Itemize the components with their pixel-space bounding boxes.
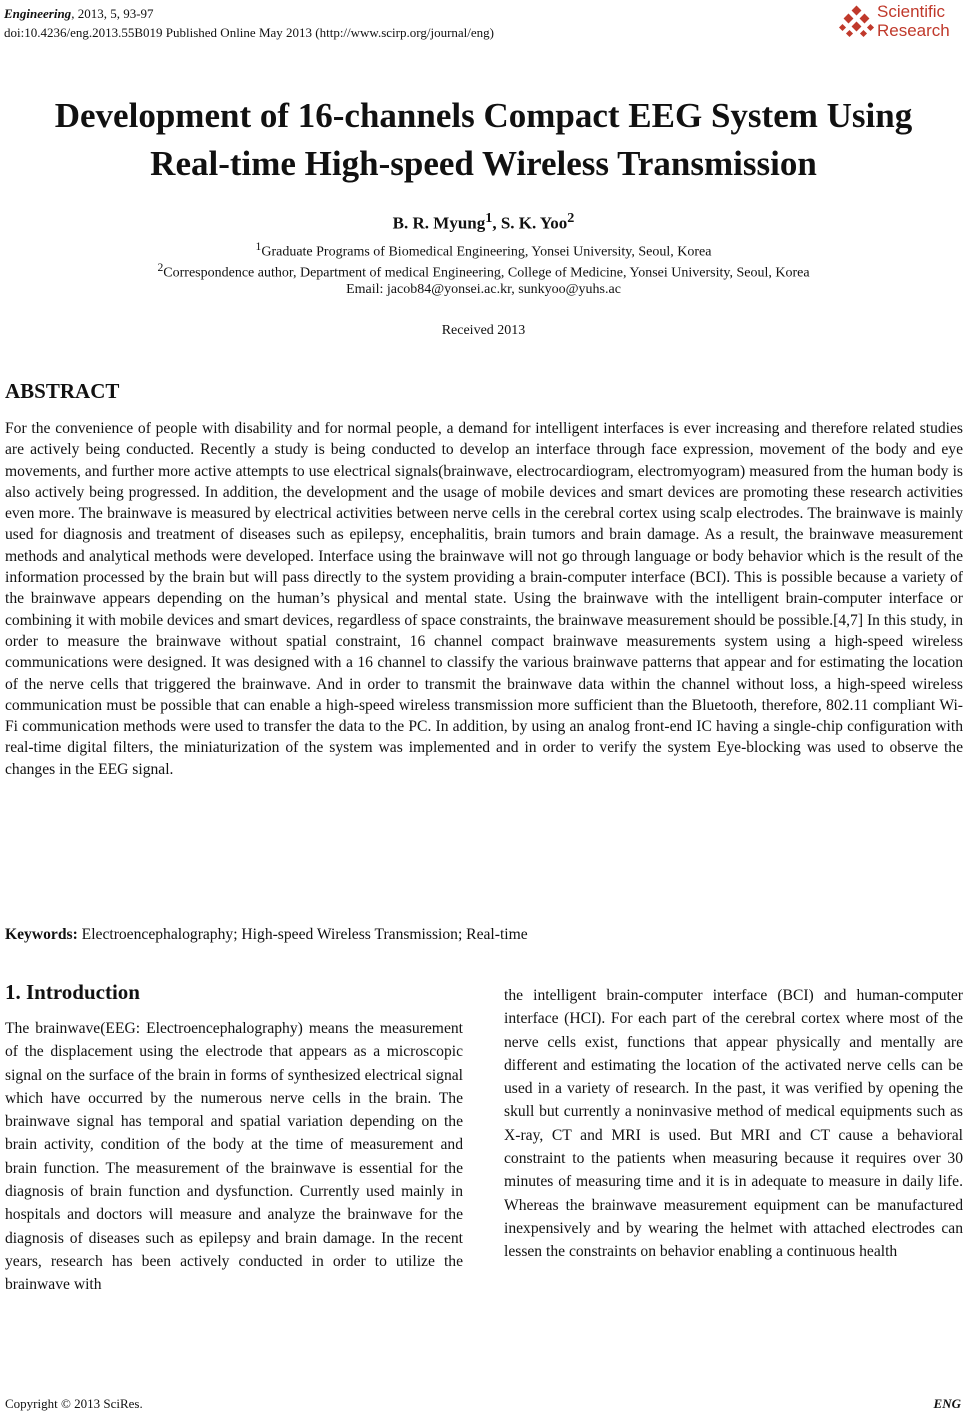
journal-citation: , 2013, 5, 93-97	[71, 6, 154, 21]
author-2: S. K. Yoo	[500, 213, 568, 233]
abstract-body: For the convenience of people with disability and for normal people, a demand for intelligent interfaces is ever increasing and therefore related studies are actively being conducted. Recently a study is being conducted to develop an interface through face expression, movement of the body and eye movements, and further more active attempts to use electrical signals(brainwave, electrocardiogram, electromyogram) measured from the human body is also actively being progressed. In addition, the development and the usage of mobile devices and smart devices are promoting these research activities even more. The brainwave is measured by electrical activities between nerve cells in the cerebral cortex using scalp electrodes. The brainwave is mainly used for diagnosis and treatment of diseases such as epilepsy, encephalitis, brain tumors and brain damage. As a result, the brainwave measurement methods and analytical methods were developed. Interface using the brainwave will not go through language or body behavior which is the result of the information processed by the brain but will pass directly to the system providing a brain-computer interface (BCI). This is possible because a variety of the brainwave appears depending on the human’s physical and mental state. Using the brainwave with the intelligent brain-computer interface or combining it with mobile devices and smart devices, regardless of space constraints, the brainwave measurement should be possible.[4,7] In this study, in order to measure the brainwave without spatial constraint, 16 channel compact brainwave measurements system using a high-speed wireless communications were designed. It was designed with a 16 channel to classify the various brainwave patterns that appear and for estimating the location of the nerve cells that triggered the brainwave. And in order to transmit the brainwave data within the channel without loss, a high-speed wireless communication must be possible that can enable a high-speed wireless transmission more sufficient than the Bluetooth, therefore, 802.11 compliant Wi-Fi communication methods were used to transfer the data to the PC. In addition, by using an analog front-end IC having a single-chip configuration with real-time digital filters, the miniaturization of the system was implemented and in order to verify the system Eye-blocking was used to observe the changes in the EEG signal.	[5, 420, 963, 778]
author-email: Email: jacob84@yonsei.ac.kr, sunkyoo@yuhs.ac	[346, 282, 621, 297]
author-1: B. R. Myung	[392, 213, 486, 233]
affiliation-2	[0, 261, 967, 282]
abstract-heading: ABSTRACT	[5, 379, 120, 403]
author-separator: ,	[492, 213, 501, 233]
author-1-affil-mark: 1	[485, 210, 493, 226]
journal-name: Engineering	[4, 6, 72, 21]
paper-title	[0, 92, 967, 188]
publisher-logo	[839, 2, 959, 44]
logo-line-2: Research	[877, 21, 950, 40]
affiliation-1-mark: 1	[255, 240, 262, 253]
affiliation-1-text: Graduate Programs of Biomedical Engineering, Yonsei University, Seoul, Korea	[261, 244, 712, 260]
doi-line: doi:10.4236/eng.2013.55B019 Published Online May 2013 (http://www.scirp.org/journal/eng)	[4, 25, 494, 40]
journal-header	[4, 4, 494, 42]
keywords-label: Keywords:	[5, 926, 78, 943]
title-line-2: Real-time High-speed Wireless Transmission	[150, 144, 817, 183]
publisher-logo-icon	[839, 5, 875, 41]
journal-abbrev-footer: ENG	[933, 1396, 961, 1411]
intro-column-left: The brainwave(EEG: Electroencephalography) means the measurement of the displacement using the electrode that appears as a microscopic signal on the surface of the brain in forms of synthesized electrical signal which have occurred by the numerous nerve cells in the brain. The brainwave signal has temporal and spatial variation depending on the brain activity, condition of the body at the time of measurement and brain function. The measurement of the brainwave is essential for the diagnosis of brain function and dysfunction. Currently used mainly in hospitals and doctors will measure and analyze the brainwave for the diagnosis of diseases such as epilepsy and brain damage. In the recent years, research has been actively conducted in order to utilize the brainwave with	[5, 1020, 463, 1294]
affiliation-1	[0, 240, 967, 261]
keywords-text: Electroencephalography; High-speed Wireless Transmission; Real-time	[77, 926, 528, 943]
logo-line-1: Scientific	[877, 2, 946, 21]
affiliation-2-text: Correspondence author, Department of medical Engineering, College of Medicine, Yonsei University, Seoul, Korea	[163, 265, 810, 281]
authors	[0, 210, 967, 234]
received-date: Received 2013	[441, 323, 526, 338]
copyright-footer: Copyright © 2013 SciRes.	[5, 1396, 143, 1411]
section-heading-introduction: 1. Introduction	[5, 980, 140, 1004]
author-2-affil-mark: 2	[567, 210, 575, 226]
intro-column-right: the intelligent brain-computer interface (BCI) and human-computer interface (HCI). For each part of the cerebral cortex where most of the nerve cells exist, functions that appear physically and mentally are different and estimating the location of the activated nerve cells can be used in a variety of research. In the past, it was verified by opening the skull but currently a noninvasive method of medical equipments such as X-ray, CT and MRI is used. But MRI and CT cause a behavioral constraint to the patients when measuring because it requires over 30 minutes of measuring time and it is in adequate to measure in daily life. Whereas the brainwave measurement equipment can be manufactured inexpensively and by wearing the helmet with attached electrodes can lessen the constraints on behavior enabling a continuous health	[504, 987, 963, 1261]
keywords	[5, 926, 528, 944]
title-line-1: Development of 16-channels Compact EEG System Using	[54, 96, 913, 135]
affiliation-2-mark: 2	[157, 261, 164, 274]
